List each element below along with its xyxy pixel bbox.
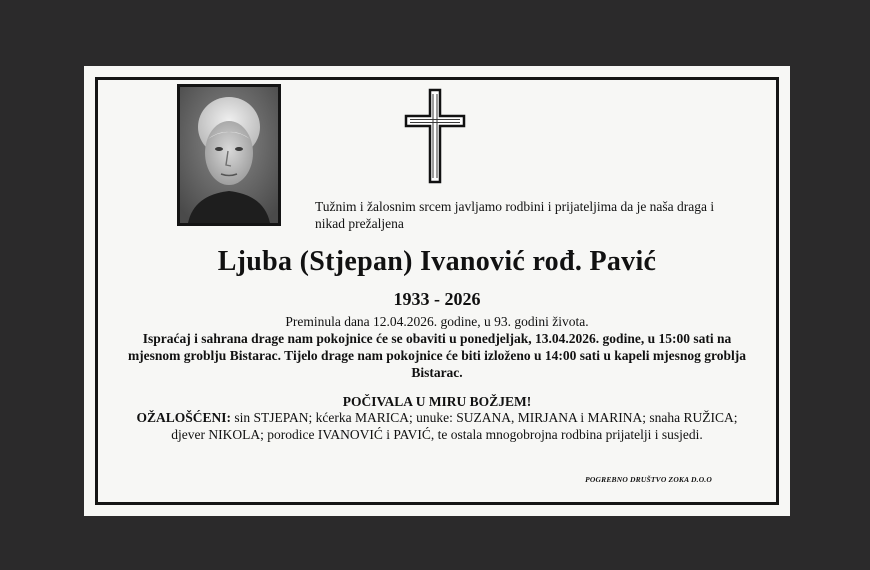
mourners-text: sin STJEPAN; kćerka MARICA; unuke: SUZANA, MIRJANA i MARINA; snaha RUŽICA; djever NIKOLA; porodice IVANOVIĆ i PAVIĆ, te ostala mnogobrojna rodbina prijatelji i susjedi. (171, 410, 738, 442)
death-date-text: Preminula dana 12.04.2026. godine, u 93. godini života. (285, 314, 589, 329)
portrait-image (180, 87, 278, 223)
mourners-label: OŽALOŠĆENI: (136, 410, 231, 425)
portrait-photo (177, 84, 281, 226)
mourners-list (124, 409, 750, 443)
funeral-details: Ispraćaj i sahrana drage nam pokojnice će se obaviti u ponedjeljak, 13.04.2026. godine, u 15:00 sati na mjesnom groblju Bistarac. Tijelo drage nam pokojnice će biti izloženo u 14:00 sati u kapeli mjesnog groblja Bistarac. (127, 331, 747, 380)
life-years: 1933 - 2026 (393, 289, 481, 309)
obituary-notice (84, 66, 790, 516)
intro-text: Tužnim i žalosnim srcem javljamo rodbini i prijateljima da je naša draga i nikad prežaljena (315, 199, 715, 231)
deceased-name: Ljuba (Stjepan) Ivanović rođ. Pavić (217, 246, 657, 277)
rest-in-peace: POČIVALA U MIRU BOŽJEM! (342, 394, 532, 409)
funeral-company: POGREBNO DRUŠTVO ZOKA D.O.O (585, 475, 712, 484)
cross-icon (404, 88, 466, 184)
